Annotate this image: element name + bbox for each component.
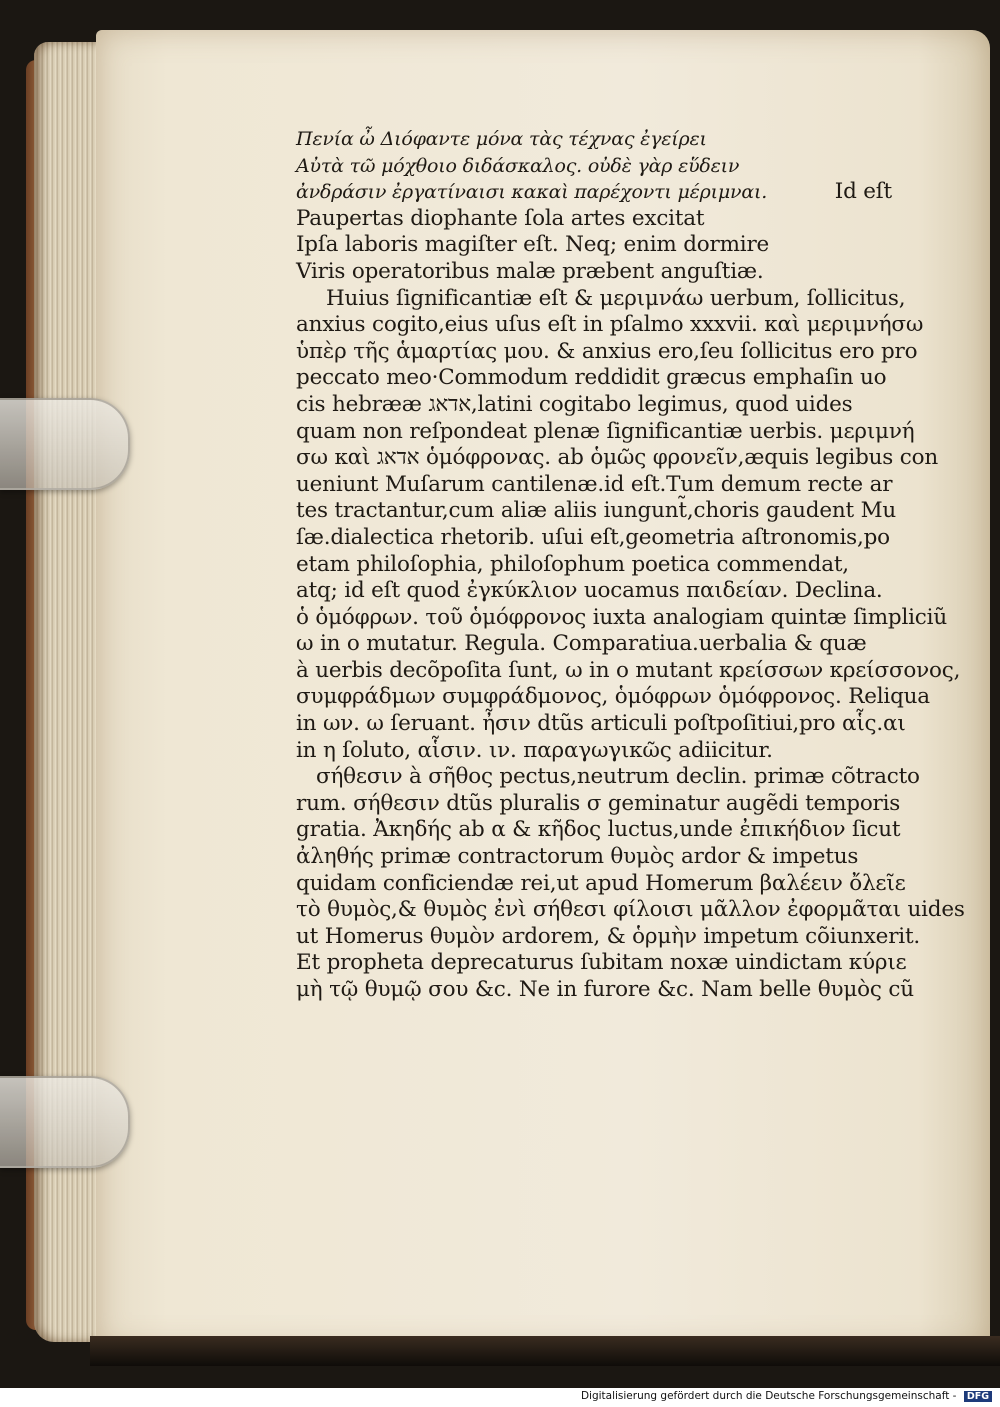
text-line: Huius ſignificantiæ eſt & μεριμνάω uerbum, ſollicitus,	[326, 285, 906, 311]
footer-credit	[581, 1390, 992, 1402]
text-line: σω καὶ אדאג ὁμόφρονας. ab ὁμῶς φρονεῖν,æquis legibus con	[296, 445, 938, 471]
text-line: Viris operatoribus malæ præbent anguſtiæ.	[296, 258, 764, 284]
text-line: à uerbis decõpoſita ſunt, ω in ο mutant κρείσσων κρείσσονος,	[296, 657, 961, 683]
text-line: quidam conficiendæ rei,ut apud Homerum βαλέειν ὄλεῖε	[296, 870, 906, 896]
text-line: ut Homerus θυμὸν ardorem, & ὁρμὴν impetum cõiunxerit.	[296, 923, 921, 949]
text-line: ὑπὲρ τῆς ἁμαρτίας μου. & anxius ero,ſeu ſollicitus ero pro	[296, 338, 918, 364]
text-line: Paupertas diophante ſola artes excitat	[296, 205, 705, 231]
page-text-block	[296, 126, 965, 1004]
text-line: tes tractantur,cum aliæ aliis iungunt̃,choris gaudent Mu	[296, 498, 897, 524]
page-clamp-bottom	[0, 1076, 130, 1168]
text-line: ueniunt Muſarum cantilenæ.id eſt.Tum demum recte ar	[296, 471, 893, 497]
text-line: anxius cogito,eius uſus eſt in pſalmo xxxvii. καὶ μεριμνήσω	[296, 312, 924, 338]
text-line: etam philoſophia, philoſophum poetica commendat,	[296, 551, 849, 577]
side-label: Id eſt	[834, 179, 892, 205]
footer-bar	[0, 1388, 1000, 1407]
text-line: μὴ τῷ θυμῷ σου &c. Ne in furore &c. Nam belle θυμὸς cũ	[296, 977, 914, 1002]
text-line: quam non reſpondeat plenæ ſignificantiæ uerbis. μεριμνή	[296, 418, 915, 444]
text-line-with-side-label	[296, 179, 892, 206]
text-line: peccato meo·Commodum reddidit græcus emphaſin uo	[296, 365, 887, 391]
page-clamp-top	[0, 398, 130, 490]
text-line: ἀληθής primæ contractorum θυμὸς ardor & impetus	[296, 844, 859, 870]
text-line: in ων. ω ſeruant. ἦσιν dtũs articuli poſtpoſitiui,pro αἷς.αι	[296, 711, 906, 737]
dfg-logo: DFG	[964, 1391, 992, 1402]
bottom-shadow	[90, 1336, 1000, 1366]
text-line: Ipſa laboris magiſter eſt. Neq; enim dormire	[296, 232, 770, 258]
text-line: συμφράδμων συμφράδμονος, ὁμόφρων ὁμόφρονος. Reliqua	[296, 684, 930, 710]
text-line: ἀνδράσιν ἐργατίναισι κακαὶ παρέχοντι μέριμναι.	[296, 181, 768, 204]
text-line: ὁ ὁμόφρων. τοῦ ὁμόφρονος iuxta analogiam quintæ ſimpliciũ	[296, 604, 947, 630]
text-line: cis hebrææ אדאג,latini cogitabo legimus, quod uides	[296, 391, 853, 417]
text-line: Et propheta deprecaturus ſubitam noxæ uindictam κύριε	[296, 950, 907, 976]
text-line: τὸ θυμὸς,& θυμὸς ἐνὶ σήθεσι φίλοισι μᾶλλον ἐφορμᾶται uides	[296, 897, 965, 923]
text-line: rum. σήθεσιν dtũs pluralis σ geminatur augẽdi temporis	[296, 790, 901, 816]
text-line: in η ſoluto, αἷσιν. ιν. παραγωγικῶς adiicitur.	[296, 737, 773, 763]
text-line: ω in ο mutatur. Regula. Comparatiua.uerbalia & quæ	[296, 631, 867, 657]
text-line: σήθεσιν à σῆθος pectus,neutrum declin. primæ cõtracto	[316, 764, 920, 790]
text-line: Πενία ὦ Διόφαντε μόνα τὰς τέχνας ἐγείρει	[296, 128, 707, 150]
footer-credit-text: Digitalisierung gefördert durch die Deutsche Forschungsgemeinschaft -	[580, 1390, 957, 1402]
text-line: Αὐτὰ τῶ μόχθοιο διδάσκαλος. οὐδὲ γὰρ εὕδειν	[296, 154, 740, 177]
text-line: ſæ.dialectica rhetorib. uſui eſt,geometria aſtronomis,po	[296, 524, 890, 550]
text-line: gratia. Ἀκηδής ab α & κῆδος luctus,unde ἐπικήδιον ſicut	[296, 817, 901, 843]
text-line: atq; id eſt quod ἐγκύκλιον uocamus παιδείαν. Declina.	[296, 578, 883, 604]
